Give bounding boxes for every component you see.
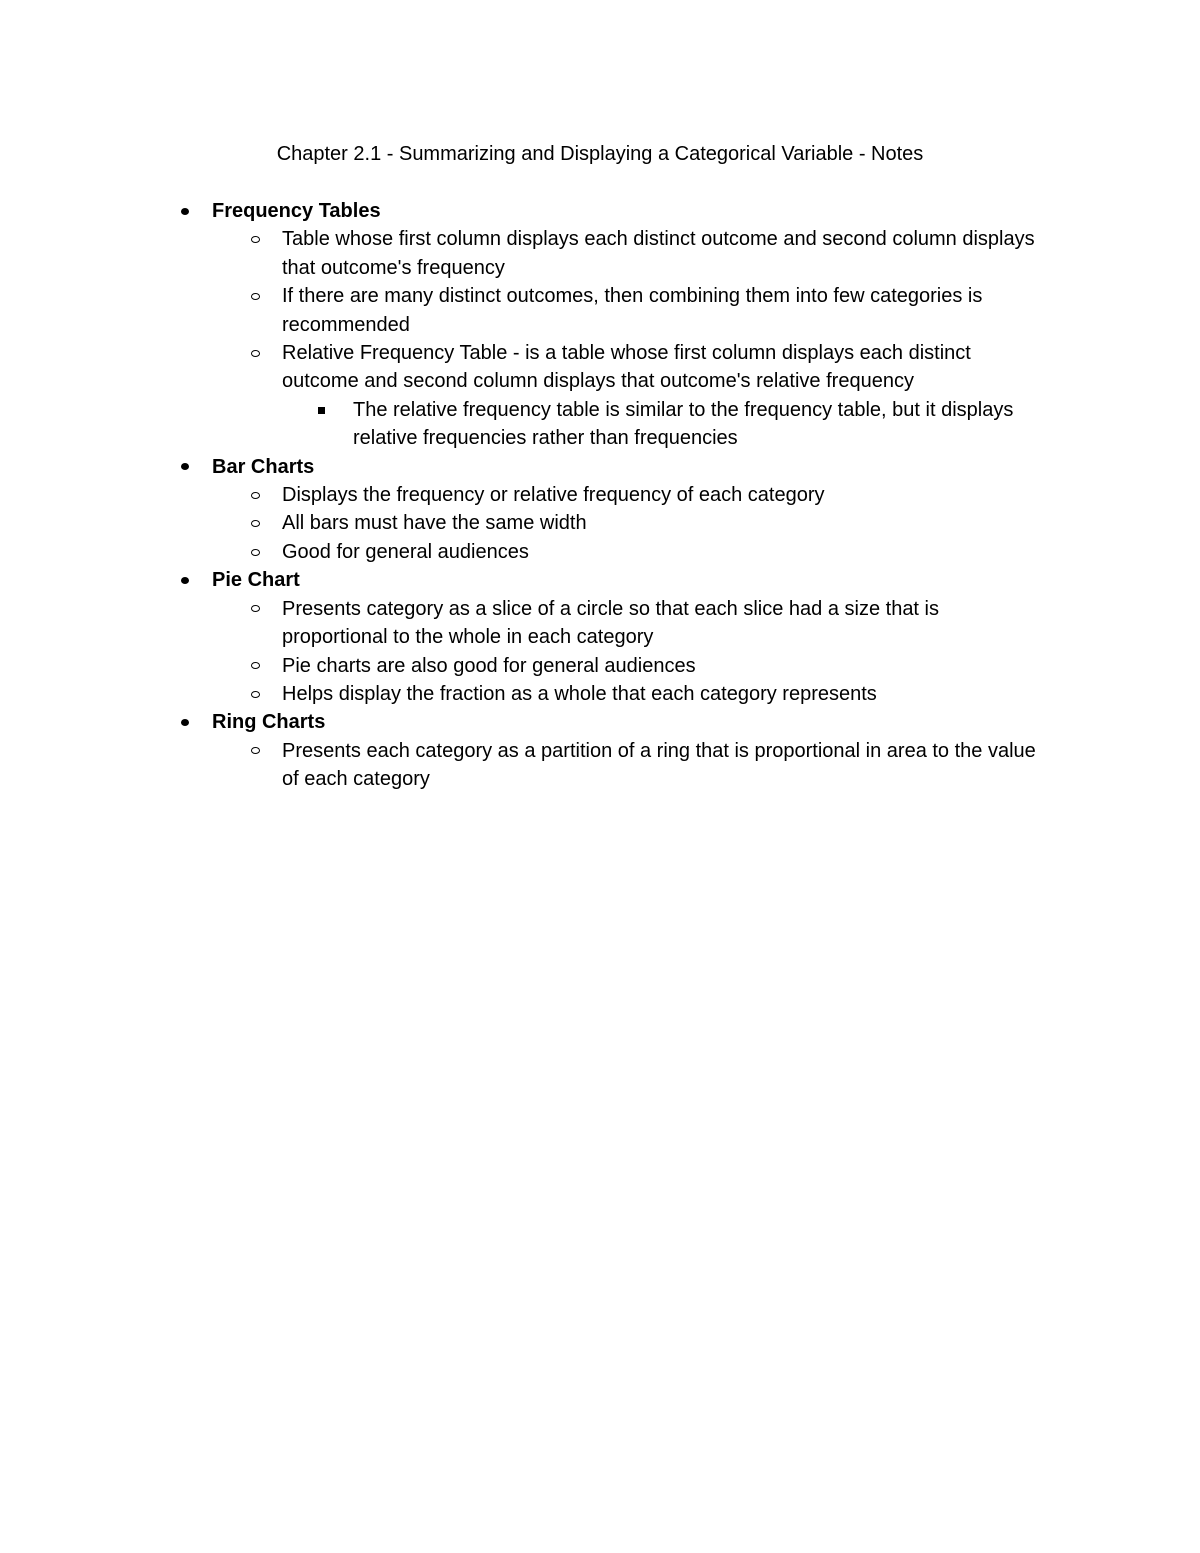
bullet-dot-icon	[178, 197, 192, 225]
bullet-square-icon	[314, 396, 328, 424]
section-heading: Ring Charts	[212, 711, 326, 734]
bullet-ring-icon	[248, 339, 262, 367]
list-item-text: Table whose first column displays each distinct outcome and second column displays that outcome's frequency	[282, 228, 1035, 279]
list-item	[170, 282, 1050, 339]
list-item-text: Pie charts are also good for general audiences	[282, 654, 696, 677]
list-item	[170, 509, 1050, 537]
bullet-dot-icon	[178, 566, 192, 594]
bullet-ring-icon	[248, 509, 262, 537]
list-item	[170, 737, 1050, 794]
bullet-ring-icon	[248, 282, 262, 310]
bullet-dot-icon	[178, 708, 192, 736]
bullet-dot-icon	[178, 453, 192, 481]
list-item-text: Helps display the fraction as a whole that each category represents	[282, 682, 877, 705]
list-item	[170, 197, 1050, 225]
list-item-text: Good for general audiences	[282, 540, 529, 563]
bullet-ring-icon	[248, 652, 262, 680]
section-ring-charts	[170, 708, 1050, 793]
list-item-text: All bars must have the same width	[282, 512, 587, 535]
list-item-text: The relative frequency table is similar to the frequency table, but it displays relative frequencies rather than frequencies	[353, 398, 1014, 450]
list-item	[170, 652, 1050, 680]
list-item-text: Displays the frequency or relative frequency of each category	[282, 484, 825, 507]
list-item-text: Presents category as a slice of a circle so that each slice had a size that is proportional to the whole in each category	[282, 597, 939, 649]
bullet-ring-icon	[248, 595, 262, 623]
list-item	[170, 453, 1050, 481]
list-item	[170, 595, 1050, 652]
section-heading: Pie Chart	[212, 569, 300, 592]
list-item	[170, 708, 1050, 736]
bullet-ring-icon	[248, 225, 262, 253]
bullet-ring-icon	[248, 737, 262, 765]
bullet-ring-icon	[248, 481, 262, 509]
list-item-text: Relative Frequency Table - is a table whose first column displays each distinct outcome and second column displays that outcome's relative frequency	[282, 342, 971, 393]
document-title: Chapter 2.1 - Summarizing and Displaying a Categorical Variable - Notes	[276, 143, 924, 165]
list-item	[170, 566, 1050, 594]
list-item-text: Presents each category as a partition of a ring that is proportional in area to the value of each category	[282, 739, 1036, 791]
section-frequency-tables	[170, 197, 1050, 453]
list-item	[170, 339, 1050, 396]
section-heading: Frequency Tables	[212, 200, 381, 222]
section-heading: Bar Charts	[212, 455, 315, 478]
section-bar-charts	[170, 453, 1050, 567]
list-item	[170, 680, 1050, 708]
bullet-ring-icon	[248, 680, 262, 708]
list-item-text: If there are many distinct outcomes, then combining them into few categories is recommended	[282, 285, 983, 336]
bullet-ring-icon	[248, 538, 262, 566]
list-item	[170, 225, 1050, 282]
list-item	[170, 396, 1050, 453]
list-item	[170, 538, 1050, 566]
notes-list	[170, 197, 1050, 794]
list-item	[170, 481, 1050, 509]
section-pie-chart	[170, 566, 1050, 708]
